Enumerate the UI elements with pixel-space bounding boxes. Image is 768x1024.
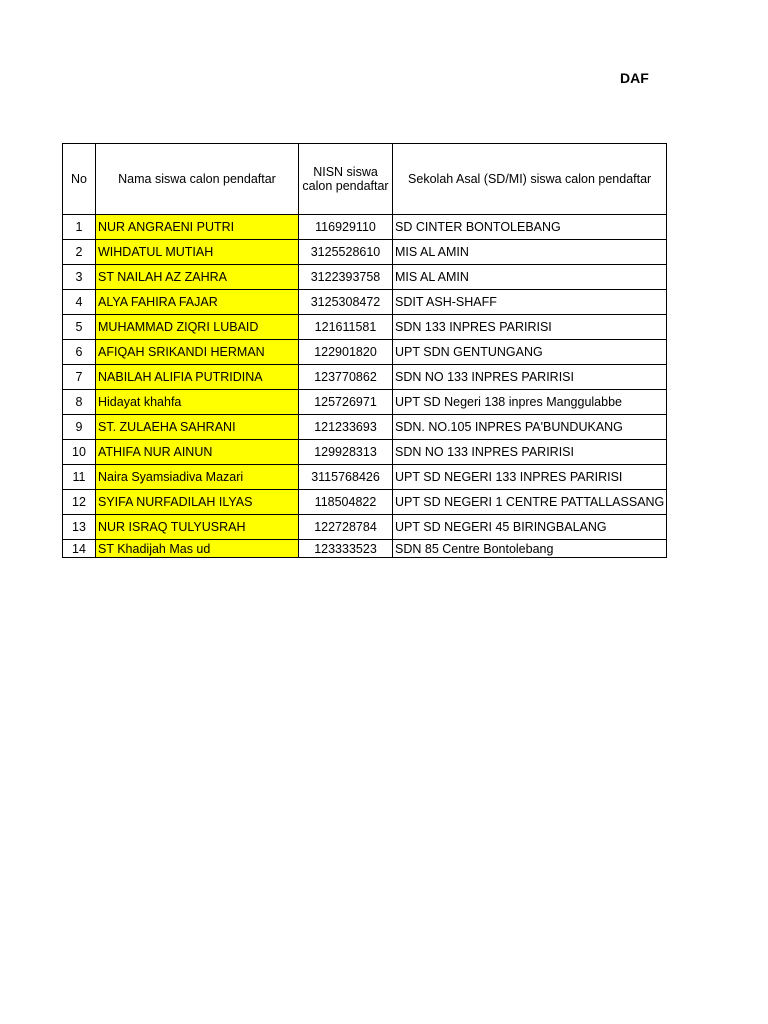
- cell-no: 14: [63, 540, 96, 558]
- cell-nisn: 3115768426: [299, 465, 393, 490]
- cell-school: UPT SD NEGERI 133 INPRES PARIRISI: [393, 465, 667, 490]
- cell-no: 4: [63, 290, 96, 315]
- cell-school: SDIT ASH-SHAFF: [393, 290, 667, 315]
- cell-school: SDN NO 133 INPRES PARIRISI: [393, 440, 667, 465]
- table-row: [63, 390, 667, 415]
- cell-no: 7: [63, 365, 96, 390]
- cell-no: 9: [63, 415, 96, 440]
- cell-nisn: 123770862: [299, 365, 393, 390]
- cell-name: SYIFA NURFADILAH ILYAS: [96, 490, 299, 515]
- cell-no: 2: [63, 240, 96, 265]
- cell-name: AFIQAH SRIKANDI HERMAN: [96, 340, 299, 365]
- table-row: [63, 365, 667, 390]
- cell-no: 10: [63, 440, 96, 465]
- cell-nisn: 125726971: [299, 390, 393, 415]
- page-title: DAF: [620, 70, 649, 86]
- cell-name: MUHAMMAD ZIQRI LUBAID: [96, 315, 299, 340]
- cell-nisn: 118504822: [299, 490, 393, 515]
- cell-school: UPT SDN GENTUNGANG: [393, 340, 667, 365]
- table-row: [63, 315, 667, 340]
- cell-name: WIHDATUL MUTIAH: [96, 240, 299, 265]
- cell-nisn: 3125308472: [299, 290, 393, 315]
- cell-nisn: 3122393758: [299, 265, 393, 290]
- cell-school: MIS AL AMIN: [393, 240, 667, 265]
- cell-no: 8: [63, 390, 96, 415]
- cell-no: 3: [63, 265, 96, 290]
- table-row: [63, 240, 667, 265]
- cell-name: ST NAILAH AZ ZAHRA: [96, 265, 299, 290]
- table-row: [63, 440, 667, 465]
- cell-name: ATHIFA NUR AINUN: [96, 440, 299, 465]
- cell-school: UPT SD NEGERI 1 CENTRE PATTALLASSANG: [393, 490, 667, 515]
- cell-nisn: 122728784: [299, 515, 393, 540]
- table-row: [63, 540, 667, 558]
- cell-no: 11: [63, 465, 96, 490]
- cell-nisn: 3125528610: [299, 240, 393, 265]
- table-row: [63, 265, 667, 290]
- cell-school: MIS AL AMIN: [393, 265, 667, 290]
- table-row: [63, 290, 667, 315]
- cell-nisn: 121611581: [299, 315, 393, 340]
- cell-school: SDN NO 133 INPRES PARIRISI: [393, 365, 667, 390]
- table-row: [63, 415, 667, 440]
- cell-name: Naira Syamsiadiva Mazari: [96, 465, 299, 490]
- cell-nisn: 116929110: [299, 215, 393, 240]
- cell-no: 1: [63, 215, 96, 240]
- table-row: [63, 215, 667, 240]
- cell-name: ST Khadijah Mas ud: [96, 540, 299, 558]
- table-header-row: [63, 144, 667, 215]
- cell-name: ST. ZULAEHA SAHRANI: [96, 415, 299, 440]
- cell-nisn: 121233693: [299, 415, 393, 440]
- cell-school: SDN. NO.105 INPRES PA'BUNDUKANG: [393, 415, 667, 440]
- cell-school: SDN 85 Centre Bontolebang: [393, 540, 667, 558]
- table-body: [63, 215, 667, 558]
- table-row: [63, 515, 667, 540]
- header-school: Sekolah Asal (SD/MI) siswa calon pendaftar: [393, 144, 667, 215]
- cell-name: ALYA FAHIRA FAJAR: [96, 290, 299, 315]
- cell-no: 5: [63, 315, 96, 340]
- header-name: Nama siswa calon pendaftar: [96, 144, 299, 215]
- cell-school: SDN 133 INPRES PARIRISI: [393, 315, 667, 340]
- cell-nisn: 123333523: [299, 540, 393, 558]
- cell-name: NABILAH ALIFIA PUTRIDINA: [96, 365, 299, 390]
- student-table: [62, 143, 667, 558]
- cell-nisn: 122901820: [299, 340, 393, 365]
- header-nisn: NISN siswa calon pendaftar: [299, 144, 393, 215]
- cell-school: UPT SD NEGERI 45 BIRINGBALANG: [393, 515, 667, 540]
- table-row: [63, 490, 667, 515]
- cell-school: SD CINTER BONTOLEBANG: [393, 215, 667, 240]
- cell-no: 12: [63, 490, 96, 515]
- cell-name: Hidayat khahfa: [96, 390, 299, 415]
- cell-name: NUR ANGRAENI PUTRI: [96, 215, 299, 240]
- cell-school: UPT SD Negeri 138 inpres Manggulabbe: [393, 390, 667, 415]
- cell-nisn: 129928313: [299, 440, 393, 465]
- cell-name: NUR ISRAQ TULYUSRAH: [96, 515, 299, 540]
- cell-no: 13: [63, 515, 96, 540]
- table-row: [63, 340, 667, 365]
- header-no: No: [63, 144, 96, 215]
- table-row: [63, 465, 667, 490]
- cell-no: 6: [63, 340, 96, 365]
